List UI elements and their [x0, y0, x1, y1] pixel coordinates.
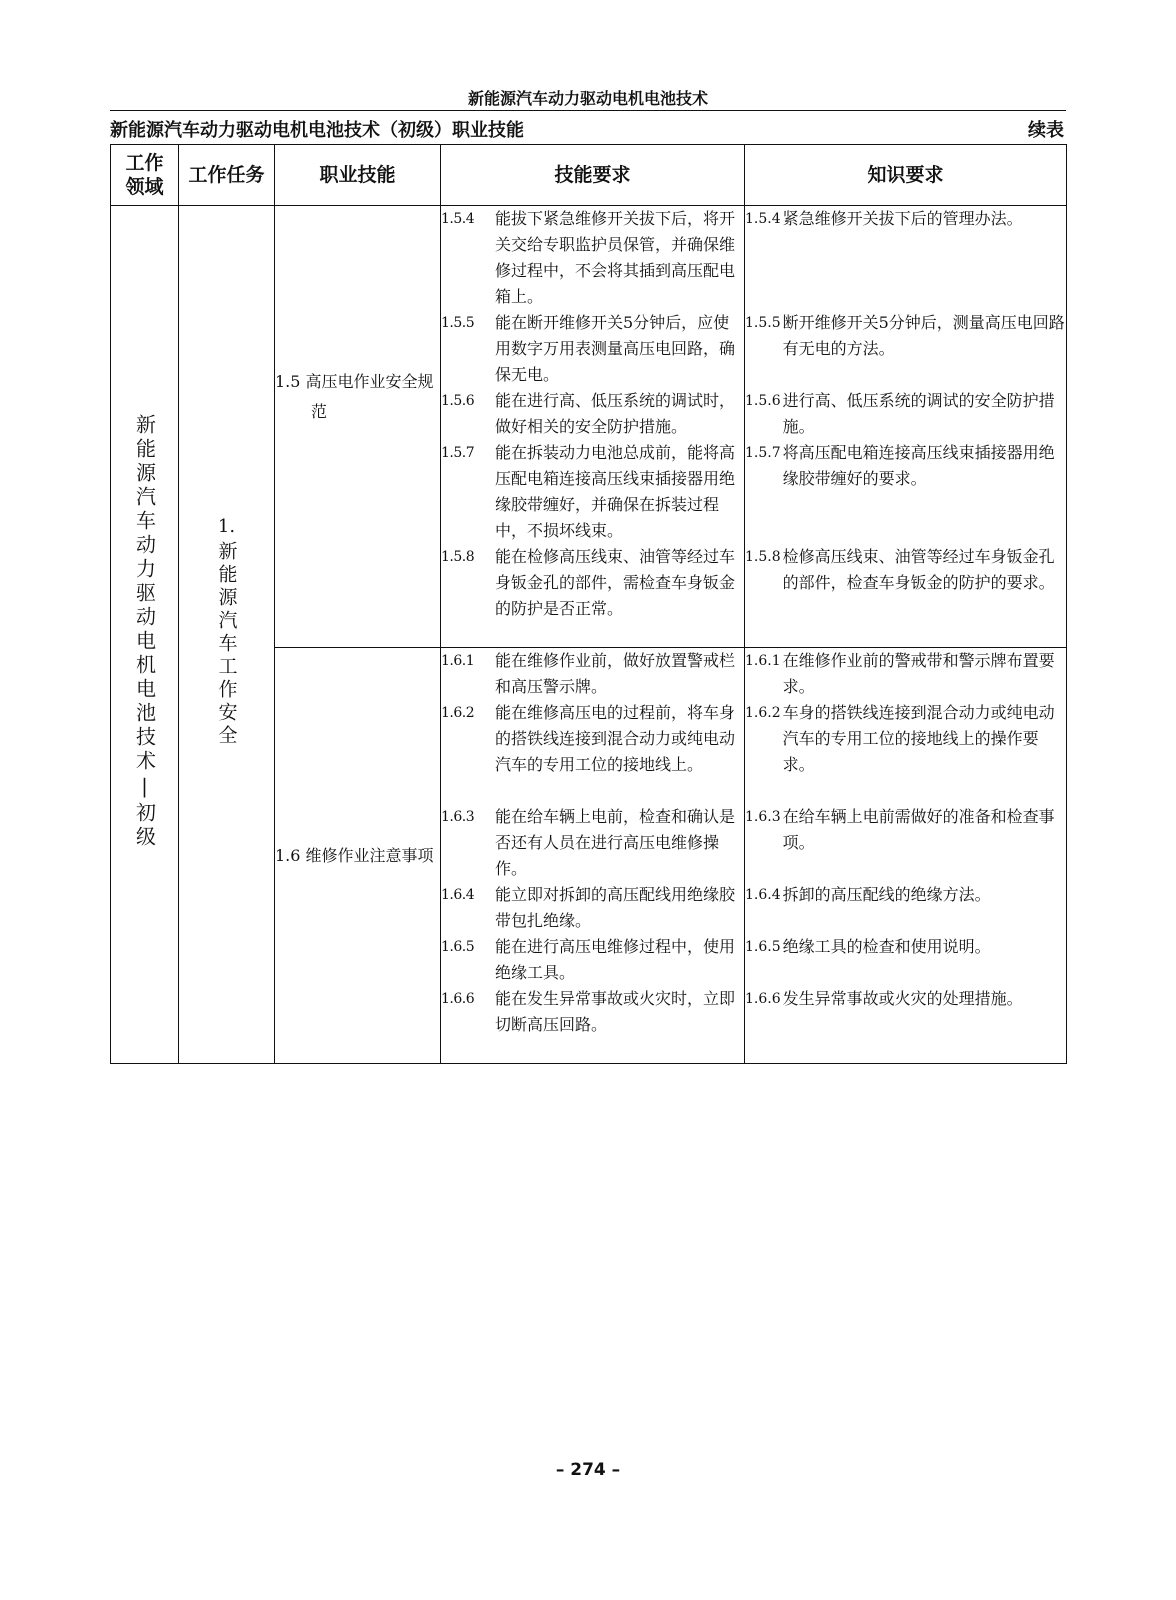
- item-code: 1.6.4: [441, 887, 475, 903]
- item-code: 1.5.5: [441, 315, 475, 331]
- list-item: [745, 934, 1066, 986]
- list-item: [745, 310, 1066, 388]
- item-code: 1.6.2: [441, 705, 475, 721]
- list-item: [745, 882, 1066, 934]
- table-row: [111, 206, 1067, 648]
- item-code: 1.6.6: [441, 991, 475, 1007]
- item-code: 1.6.5: [441, 939, 475, 955]
- work-task-number: 1.: [217, 516, 236, 537]
- item-text: 断开维修开关5分钟后，测量高压电回路有无电的方法。: [782, 313, 1065, 358]
- list-item: [745, 544, 1066, 622]
- item-text: 能立即对拆卸的高压配线用绝缘胶带包扎绝缘。: [495, 885, 736, 930]
- header-vocational-skill: 职业技能: [275, 145, 441, 206]
- list-item: [441, 648, 744, 700]
- list-item: [441, 804, 744, 882]
- header-work-task: 工作任务: [179, 145, 275, 206]
- continued-label: 续表: [1028, 120, 1064, 141]
- item-text: 能在维修作业前，做好放置警戒栏和高压警示牌。: [495, 651, 736, 696]
- running-header: 新能源汽车动力驱动电机电池技术: [467, 89, 708, 108]
- item-code: 1.5.6: [441, 393, 475, 409]
- requirements-cell: [441, 648, 745, 1064]
- table-header-row: [111, 145, 1067, 206]
- list-item: [745, 388, 1066, 440]
- table-caption: 新能源汽车动力驱动电机电池技术（初级）职业技能: [110, 120, 524, 141]
- skill-cell: [275, 648, 441, 1064]
- item-code: 1.6.5: [745, 939, 781, 955]
- header-knowledge-requirements: 知识要求: [745, 145, 1067, 206]
- list-item: [745, 440, 1066, 544]
- list-item: [441, 882, 744, 934]
- list-item: [441, 206, 744, 310]
- knowledge-cell: [745, 206, 1067, 648]
- header-work-domain: 工作领域: [111, 145, 179, 206]
- skills-table: [110, 144, 1067, 1064]
- item-text: 发生异常事故或火灾的处理措施。: [782, 989, 1023, 1008]
- skill-label: 1.6 维修作业注意事项: [275, 845, 434, 865]
- item-code: 1.5.4: [441, 211, 475, 227]
- item-code: 1.5.8: [441, 549, 475, 565]
- requirements-cell: [441, 206, 745, 648]
- item-code: 1.5.7: [745, 445, 781, 461]
- item-code: 1.6.3: [441, 809, 475, 825]
- list-item: [745, 206, 1066, 310]
- list-item: [745, 648, 1066, 700]
- header-rule: [110, 110, 1066, 111]
- work-task-text: 新能源汽车工作安全: [215, 541, 238, 748]
- list-item: [441, 440, 744, 544]
- list-item: [441, 310, 744, 388]
- list-item: [441, 700, 744, 804]
- item-text: 绝缘工具的检查和使用说明。: [782, 937, 991, 956]
- list-item: [745, 700, 1066, 804]
- item-code: 1.5.6: [745, 393, 781, 409]
- item-code: 1.6.1: [441, 653, 475, 669]
- skill-label: 1.5 高压电作业安全规范: [275, 371, 434, 421]
- page-number: – 274 –: [555, 1460, 621, 1480]
- list-item: [441, 544, 744, 622]
- item-code: 1.6.2: [745, 705, 781, 721]
- list-item: [745, 986, 1066, 1038]
- item-text: 紧急维修开关拔下后的管理办法。: [782, 209, 1023, 228]
- item-code: 1.5.4: [745, 211, 781, 227]
- item-code: 1.5.8: [745, 549, 781, 565]
- list-item: [745, 804, 1066, 882]
- item-text: 能在维修高压电的过程前，将车身的搭铁线连接到混合动力或纯电动汽车的专用工位的接地线上。: [495, 703, 736, 774]
- item-text: 能在发生异常事故或火灾时，立即切断高压回路。: [495, 989, 736, 1034]
- item-code: 1.6.3: [745, 809, 781, 825]
- item-text: 在给车辆上电前需做好的准备和检查事项。: [782, 807, 1055, 852]
- item-code: 1.5.7: [441, 445, 475, 461]
- list-item: [441, 986, 744, 1038]
- item-text: 能在检修高压线束、油管等经过车身钣金孔的部件，需检查车身钣金的防护是否正常。: [495, 547, 736, 618]
- item-text: 能在进行高、低压系统的调试时，做好相关的安全防护措施。: [495, 391, 736, 436]
- item-text: 能在拆装动力电池总成前，能将高压配电箱连接高压线束插接器用绝缘胶带缠好，并确保在拆装过程中，不损坏线束。: [495, 443, 736, 540]
- work-domain-cell: [111, 206, 179, 1064]
- item-code: 1.6.4: [745, 887, 781, 903]
- item-text: 将高压配电箱连接高压线束插接器用绝缘胶带缠好的要求。: [782, 443, 1055, 488]
- item-text: 车身的搭铁线连接到混合动力或纯电动汽车的专用工位的接地线上的操作要求。: [782, 703, 1055, 774]
- item-text: 能拔下紧急维修开关拔下后，将开关交给专职监护员保管，并确保维修过程中，不会将其插到高压配电箱上。: [495, 209, 736, 306]
- item-text: 检修高压线束、油管等经过车身钣金孔的部件，检查车身钣金的防护的要求。: [782, 547, 1055, 592]
- list-item: [441, 388, 744, 440]
- item-text: 拆卸的高压配线的绝缘方法。: [782, 885, 991, 904]
- work-task-cell: [179, 206, 275, 1064]
- item-text: 在维修作业前的警戒带和警示牌布置要求。: [782, 651, 1055, 696]
- item-text: 能在断开维修开关5分钟后，应使用数字万用表测量高压电回路，确保无电。: [495, 313, 736, 384]
- item-text: 能在给车辆上电前，检查和确认是否还有人员在进行高压电维修操作。: [495, 807, 736, 878]
- list-item: [441, 934, 744, 986]
- skill-cell: [275, 206, 441, 648]
- header-skill-requirements: 技能要求: [441, 145, 745, 206]
- item-text: 能在进行高压电维修过程中，使用绝缘工具。: [495, 937, 736, 982]
- item-code: 1.5.5: [745, 315, 781, 331]
- item-code: 1.6.6: [745, 991, 781, 1007]
- knowledge-cell: [745, 648, 1067, 1064]
- item-text: 进行高、低压系统的调试的安全防护措施。: [782, 391, 1055, 436]
- work-domain-text: 新能源汽车动力驱动电机电池技术|初级: [132, 414, 157, 850]
- item-code: 1.6.1: [745, 653, 781, 669]
